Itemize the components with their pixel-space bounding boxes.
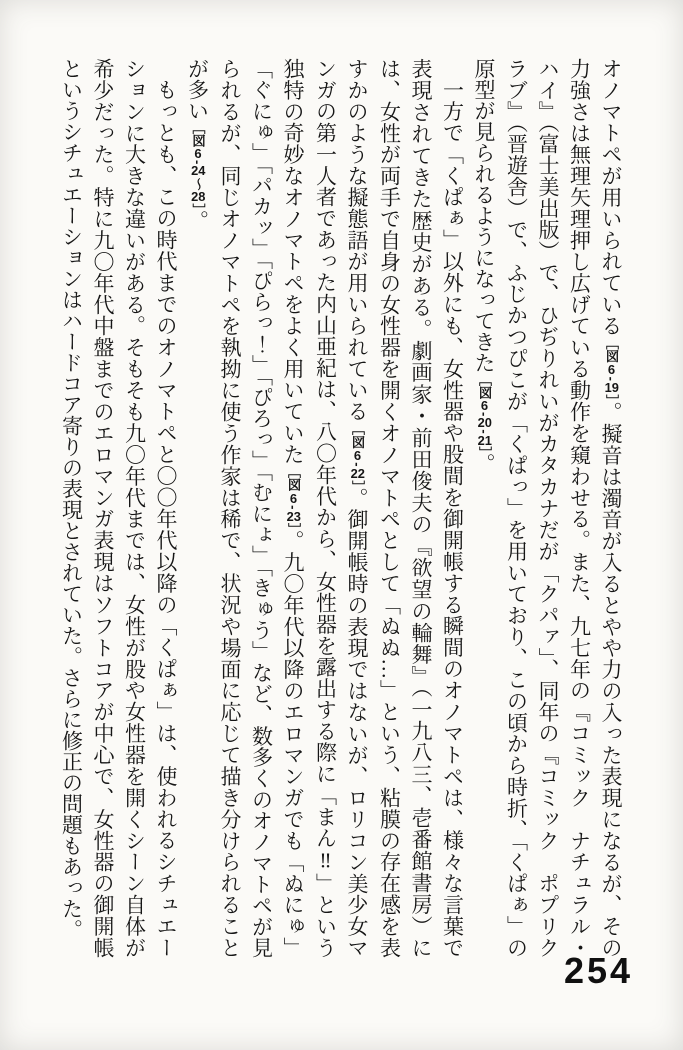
figure-reference-close-bracket: ］ <box>190 203 206 210</box>
figure-reference <box>286 465 301 530</box>
figure-reference-open-bracket: ［ <box>604 336 619 350</box>
figure-reference-text: 6 <box>480 399 489 412</box>
figure-reference <box>191 121 206 210</box>
figure-reference <box>350 422 365 487</box>
figure-reference-text: 21 <box>477 433 492 447</box>
figure-reference-text: 図 <box>190 134 206 147</box>
figure-reference-label <box>477 386 492 447</box>
figure-reference-close-bracket: ］ <box>604 394 619 402</box>
figure-reference-text: 図 <box>286 478 301 492</box>
figure-reference-close-bracket: ］ <box>286 523 301 531</box>
text-segment: 。御開帳時の表現ではないが、ロリコン美少女マンガの第一人者であった内山亜紀は、八〇年代から、女性器を露出する際に「まん‼」という独特の奇妙なオノマトペをよく用いていた <box>281 58 369 959</box>
figure-reference-text: 〜 <box>190 177 206 191</box>
figure-reference-label <box>350 435 365 480</box>
figure-reference-text: 28 <box>191 190 206 204</box>
page-number: 254 <box>564 950 634 991</box>
figure-reference-open-bracket: ［ <box>190 121 206 134</box>
figure-reference-text: - <box>350 462 365 467</box>
figure-reference-text: 6 <box>289 491 298 505</box>
figure-reference <box>604 336 619 401</box>
figure-reference-text: 24 <box>191 164 206 178</box>
figure-reference-text: 23 <box>286 509 301 523</box>
figure-reference-text: 6 <box>353 448 362 462</box>
paragraph <box>181 58 468 958</box>
figure-reference-text: - <box>477 412 492 417</box>
figure-reference-open-bracket: ［ <box>350 422 365 436</box>
figure-reference-text: 6 <box>194 147 202 160</box>
paragraph <box>55 58 181 958</box>
text-segment: 。 <box>185 209 210 231</box>
text-segment: もっとも、この時代までのオノマトペと〇〇年代以降の「くぱぁ」は、使われるシチュエーションに大きな違いがある。そもそも九〇年代までは、女性が股や女性器を開くシーン自体が希少だった。特に九〇年代中盤までのエロマンガ表現はソフトコアが中心で、女性器の御開帳というシチュエーションはハードコア寄りの表現とされていた。さらに修正の問題もあった。 <box>59 58 178 959</box>
figure-reference-text: 図 <box>604 349 619 364</box>
figure-reference-label <box>191 134 206 203</box>
figure-reference-close-bracket: ］ <box>477 446 492 454</box>
figure-reference-text: - <box>190 160 206 165</box>
text-segment: 一方で「くぱぁ」以外にも、女性器や股間を御開帳する瞬間のオノマトペは、様々な言葉で表現されてきた歴史がある。劇画家・前田俊夫の『欲望の輪舞』（一九八三、壱番館書房）には、女性が両手で自身の女性器を開くオノマトペとして「ぬぬ…」という、粘膜の存在感を表すかのような擬態語が用いられている <box>345 58 465 959</box>
text-segment: 。九〇年代以降のエロマンガでも「ぬにゅ」「ぐにゅ」「パカッ」「ぴらっ！」「ぴろっ」「むにょ」「きゅう」など、数多くのオノマトペが見られるが、同じオノマトペを執拗に使う作家は稀で、状況や場面に応じて描き分けられることが多い <box>185 58 305 959</box>
figure-reference-text: 図 <box>477 386 492 399</box>
figure-reference-text: - <box>477 429 492 434</box>
text-segment: オノマトペが用いられている <box>599 58 623 337</box>
figure-reference-text: 22 <box>350 467 365 481</box>
text-segment: 。擬音は濁音が入るとやや力の入った表現になるが、その力強さは無理矢理押し広げている動作を窺わせる。また、九七年の『コミック ナチュラル・ハイ』（富士美出版）で、ひぢりれいがカタカナだが「クパァ」、同年の『コミック ポプリクラブ』（晋遊舎）で、ふじかつぴこが「くぱっ」を用いており、この頃から時折、「くぱぁ」の原型が見られるようになってきた <box>472 58 623 959</box>
figure-reference-text: - <box>286 505 301 510</box>
paragraph <box>468 58 628 958</box>
figure-reference-open-bracket: ［ <box>286 464 301 479</box>
figure-reference-text: - <box>604 376 619 381</box>
figure-reference-text: 図 <box>350 435 365 449</box>
figure-reference-text: 19 <box>604 381 619 395</box>
figure-reference-open-bracket: ［ <box>477 373 492 386</box>
figure-reference <box>477 373 492 453</box>
body-text <box>57 58 627 958</box>
figure-reference-text: 6 <box>607 363 616 377</box>
figure-reference-label <box>286 478 301 523</box>
figure-reference-text: 20 <box>477 416 492 430</box>
figure-reference-close-bracket: ］ <box>350 480 365 488</box>
figure-reference-label <box>604 350 619 395</box>
text-segment: 。 <box>472 453 496 475</box>
